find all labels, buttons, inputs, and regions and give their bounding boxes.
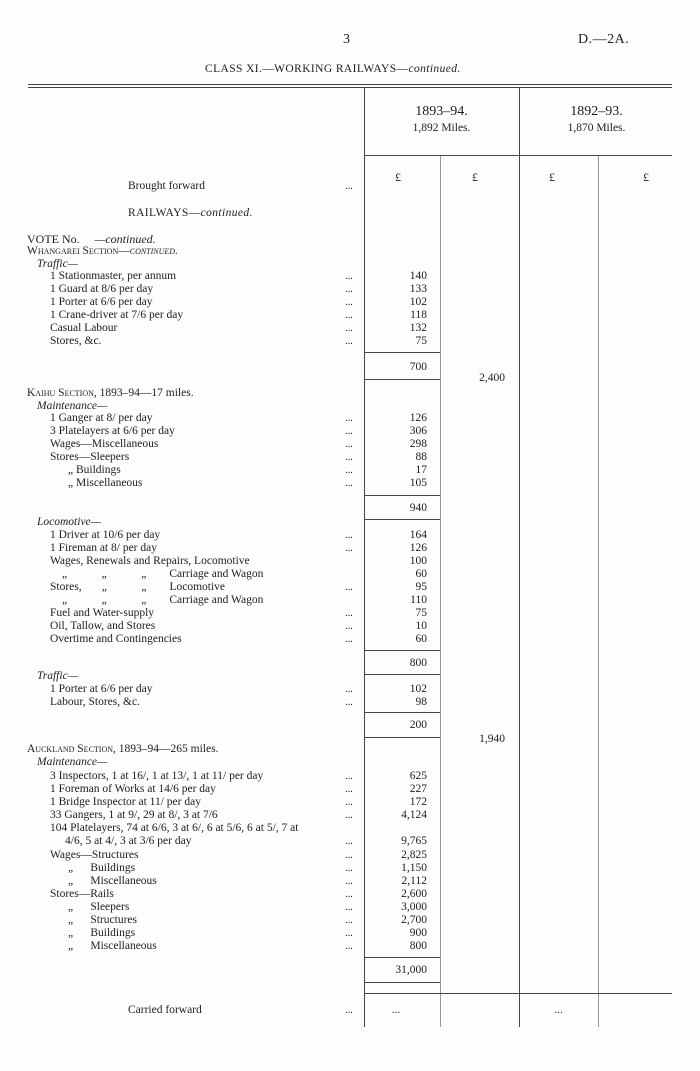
row-amount: 105: [409, 477, 427, 489]
row-amount: 4,124: [401, 809, 427, 821]
currency-symbol: £: [549, 170, 555, 184]
vote-text: VOTE No.: [27, 232, 80, 246]
leader-dots: ...: [345, 784, 353, 795]
row-label: „ Structures: [68, 914, 137, 926]
section-title: Kaihu Section,: [27, 387, 97, 399]
table-row: [0, 888, 700, 901]
leader-dots: ...: [345, 336, 353, 347]
row-label: 3 Inspectors, 1 at 16/, 1 at 13/, 1 at 11/ per day: [50, 770, 264, 782]
section-total-amount: 2,400: [479, 372, 505, 384]
kaihu-section-heading: [27, 387, 194, 399]
whangarei-section-heading: [27, 245, 178, 257]
brought-forward-row: [0, 180, 700, 193]
leader-dots: ...: [345, 684, 353, 695]
carried-forward-row: [0, 1004, 700, 1017]
leader-dots: ...: [345, 876, 353, 887]
table-row: [0, 683, 700, 696]
row-label: 1 Fireman at 8/ per day: [50, 542, 157, 554]
table-row: [0, 529, 700, 542]
subtotal-row: [0, 719, 700, 732]
row-label: „ Miscellaneous: [68, 477, 143, 489]
leader-dots: ...: [345, 621, 353, 632]
table-row: [0, 555, 700, 568]
table-row: [0, 451, 700, 464]
table-row: [0, 822, 700, 835]
row-amount: 227: [409, 783, 427, 795]
railways-heading: [128, 207, 253, 219]
leader-dots: ...: [345, 889, 353, 900]
row-label: „ Buildings: [68, 464, 121, 476]
leader-dots: ...: [345, 634, 353, 645]
row-label: Overtime and Contingencies: [50, 633, 182, 645]
subheading-text: Locomotive—: [37, 516, 101, 528]
subtotal-rule: [364, 650, 440, 651]
row-amount: 102: [409, 683, 427, 695]
currency-symbol: £: [643, 170, 649, 184]
leader-dots: ...: [345, 439, 353, 450]
row-label: Brought forward: [128, 180, 205, 192]
row-amount: 126: [409, 542, 427, 554]
leader-dots: ...: [345, 284, 353, 295]
section-title: Whangarei Section—: [27, 245, 130, 257]
leader-dots: ...: [345, 452, 353, 463]
leader-dots: ...: [345, 608, 353, 619]
subtotal-rule: [364, 712, 440, 713]
table-row: [0, 875, 700, 888]
subtotal-rule: [364, 982, 440, 983]
row-amount: 2,700: [401, 914, 427, 926]
subheading-text: Maintenance—: [37, 400, 108, 412]
table-row: [0, 927, 700, 940]
leader-dots: ...: [345, 465, 353, 476]
maintenance-subheading: [37, 756, 107, 768]
leader-dots: ...: [345, 797, 353, 808]
document-reference: D.—2A.: [578, 32, 630, 47]
table-row: [0, 594, 700, 607]
section-miles: 1893–94—265 miles.: [115, 743, 219, 755]
subtotal-amount: 700: [409, 361, 427, 373]
row-amount: 2,112: [401, 875, 427, 887]
leader-dots: ...: [345, 543, 353, 554]
year-header-1893: 1893–94.: [415, 104, 468, 119]
leader-dots: ...: [345, 810, 353, 821]
maintenance-subheading: [37, 400, 107, 412]
subtotal-rule: [364, 674, 440, 675]
leader-dots: ...: [345, 941, 353, 952]
section-miles: 1893–94—17 miles.: [96, 387, 194, 399]
row-amount: ...: [554, 1004, 563, 1016]
row-label: „ „ „ Carriage and Wagon: [62, 594, 264, 606]
row-amount: 102: [409, 296, 427, 308]
section-total-row: [0, 372, 700, 385]
row-label: „ Buildings: [68, 862, 136, 874]
section-suffix: continued.: [129, 245, 178, 257]
table-row: [0, 477, 700, 490]
row-label: „ Buildings: [68, 927, 136, 939]
row-label: „ Sleepers: [68, 901, 130, 913]
currency-symbol: £: [472, 170, 478, 184]
row-amount: 60: [415, 633, 427, 645]
table-row: [0, 581, 700, 594]
section-title: Auckland Section,: [27, 743, 116, 755]
row-label: Labour, Stores, &c.: [50, 696, 140, 708]
table-row: [0, 770, 700, 783]
leader-dots: ...: [345, 771, 353, 782]
leader-dots: ...: [345, 915, 353, 926]
row-amount: ...: [391, 1004, 401, 1016]
row-amount: 110: [410, 594, 427, 606]
title-text: CLASS XI.—WORKING RAILWAYS—: [205, 63, 409, 75]
row-label: Fuel and Water-supply: [50, 607, 155, 619]
table-row: [0, 862, 700, 875]
table-top-rule-2: [28, 87, 672, 88]
row-amount: 88: [415, 451, 427, 463]
row-label: 104 Platelayers, 74 at 6/6, 3 at 6/, 6 at 5/6, 6 at 5/, 7 at: [50, 822, 299, 834]
row-label: „ Miscellaneous: [68, 875, 157, 887]
row-amount: 118: [410, 309, 427, 321]
vote-suffix: —continued.: [94, 232, 156, 246]
subtotal-amount: 940: [409, 502, 427, 514]
row-amount: 17: [415, 464, 427, 476]
title-suffix: continued.: [408, 63, 461, 75]
section-total-amount: 1,940: [479, 733, 505, 745]
leader-dots: ...: [345, 582, 353, 593]
table-row: [0, 270, 700, 283]
row-label: 1 Stationmaster, per annum: [50, 270, 177, 282]
table-row: [0, 296, 700, 309]
row-label: Stores, &c.: [50, 335, 102, 347]
leader-dots: ...: [345, 697, 353, 708]
subtotal-amount: 800: [409, 657, 427, 669]
leader-dots: ...: [345, 928, 353, 939]
row-amount: 800: [409, 940, 427, 952]
leader-dots: ...: [345, 413, 353, 424]
row-amount: 100: [409, 555, 427, 567]
railways-suffix: continued.: [200, 207, 253, 219]
column-header-rule: [364, 155, 672, 156]
row-amount: 2,825: [401, 849, 427, 861]
row-amount: 132: [409, 322, 427, 334]
row-label: 1 Porter at 6/6 per day: [50, 296, 153, 308]
table-row: [0, 783, 700, 796]
table-row: [0, 901, 700, 914]
traffic-subheading: [37, 670, 78, 682]
row-label: Stores, „ „ Locomotive: [50, 581, 226, 593]
subtotal-rule: [364, 495, 440, 496]
page-title: [205, 63, 461, 75]
subtotal-rule: [364, 957, 440, 958]
row-amount: 2,600: [401, 888, 427, 900]
row-amount: 95: [415, 581, 427, 593]
row-amount: 298: [409, 438, 427, 450]
row-label: Stores—Sleepers: [50, 451, 130, 463]
row-label: 4/6, 5 at 4/, 3 at 3/6 per day: [65, 835, 192, 847]
leader-dots: ...: [345, 426, 353, 437]
page-number: 3: [343, 32, 350, 47]
leader-dots: ...: [345, 323, 353, 334]
row-label: Casual Labour: [50, 322, 118, 334]
row-label: 1 Foreman of Works at 14/6 per day: [50, 783, 216, 795]
leader-dots: ...: [345, 836, 353, 847]
subtotal-rule: [364, 352, 440, 353]
traffic-subheading: [37, 258, 78, 270]
table-row: [0, 914, 700, 927]
table-row: [0, 796, 700, 809]
table-row: [0, 607, 700, 620]
currency-symbol: £: [395, 170, 401, 184]
table-row: [0, 322, 700, 335]
table-row: [0, 425, 700, 438]
table-top-rule: [28, 84, 672, 85]
subheading-text: Traffic—: [37, 670, 78, 682]
row-label: Wages—Miscellaneous: [50, 438, 159, 450]
row-label: Stores—Rails: [50, 888, 114, 900]
subtotal-rule: [364, 519, 440, 520]
subheading-text: Maintenance—: [37, 756, 108, 768]
row-amount: 10: [415, 620, 427, 632]
subtotal-amount: 200: [409, 719, 427, 731]
carried-forward-rule: [364, 993, 672, 994]
table-row: [0, 542, 700, 555]
row-amount: 133: [409, 283, 427, 295]
row-label: Oil, Tallow, and Stores: [50, 620, 156, 632]
row-amount: 9,765: [401, 835, 427, 847]
row-amount: 126: [409, 412, 427, 424]
table-row: [0, 835, 700, 848]
railways-text: RAILWAYS—: [128, 207, 201, 219]
table-row: [0, 696, 700, 709]
row-label: 1 Driver at 10/6 per day: [50, 529, 161, 541]
locomotive-subheading: [37, 516, 101, 528]
row-label: „ „ „ Carriage and Wagon: [62, 568, 264, 580]
row-label: 1 Crane-driver at 7/6 per day: [50, 309, 184, 321]
row-label: Wages—Structures: [50, 849, 139, 861]
auckland-section-heading: [27, 743, 218, 755]
leader-dots: ...: [345, 181, 353, 192]
row-amount: 75: [415, 607, 427, 619]
row-label: „ Miscellaneous: [68, 940, 157, 952]
row-amount: 98: [415, 696, 427, 708]
row-label: 1 Porter at 6/6 per day: [50, 683, 153, 695]
table-row: [0, 568, 700, 581]
row-amount: 1,150: [401, 862, 427, 874]
leader-dots: ...: [345, 297, 353, 308]
row-label: 33 Gangers, 1 at 9/, 29 at 8/, 3 at 7/6: [50, 809, 218, 821]
row-label: 1 Guard at 8/6 per day: [50, 283, 154, 295]
subtotal-row: [0, 657, 700, 670]
row-amount: 75: [415, 335, 427, 347]
subtotal-amount: 31,000: [395, 964, 427, 976]
leader-dots: ...: [345, 271, 353, 282]
leader-dots: ...: [345, 863, 353, 874]
table-row: [0, 633, 700, 646]
table-row: [0, 412, 700, 425]
subtotal-row: [0, 964, 700, 977]
row-label: 1 Bridge Inspector at 11/ per day: [50, 796, 201, 808]
table-row: [0, 620, 700, 633]
subtotal-row: [0, 502, 700, 515]
subheading-text: Traffic—: [37, 258, 78, 270]
table-row: [0, 438, 700, 451]
row-amount: 625: [409, 770, 427, 782]
table-row: [0, 809, 700, 822]
row-label: 1 Ganger at 8/ per day: [50, 412, 153, 424]
leader-dots: ...: [345, 530, 353, 541]
table-row: [0, 464, 700, 477]
leader-dots: ...: [345, 310, 353, 321]
row-amount: 140: [409, 270, 427, 282]
leader-dots: ...: [345, 478, 353, 489]
row-amount: 164: [409, 529, 427, 541]
leader-dots: ...: [345, 850, 353, 861]
table-row: [0, 849, 700, 862]
row-amount: 306: [409, 425, 427, 437]
row-label: Wages, Renewals and Repairs, Locomotive: [50, 555, 250, 567]
row-amount: 60: [415, 568, 427, 580]
row-label: 3 Platelayers at 6/6 per day: [50, 425, 175, 437]
leader-dots: ...: [345, 1005, 353, 1016]
table-row: [0, 335, 700, 348]
row-label: Carried forward: [128, 1004, 202, 1016]
table-row: [0, 309, 700, 322]
leader-dots: ...: [345, 902, 353, 913]
miles-header-1892: 1,870 Miles.: [567, 122, 626, 134]
miles-header-1893: 1,892 Miles.: [412, 122, 471, 134]
year-header-1892: 1892–93.: [570, 104, 623, 119]
table-row: [0, 283, 700, 296]
table-row: [0, 940, 700, 953]
row-amount: 172: [409, 796, 427, 808]
row-amount: 3,000: [401, 901, 427, 913]
row-amount: 900: [409, 927, 427, 939]
